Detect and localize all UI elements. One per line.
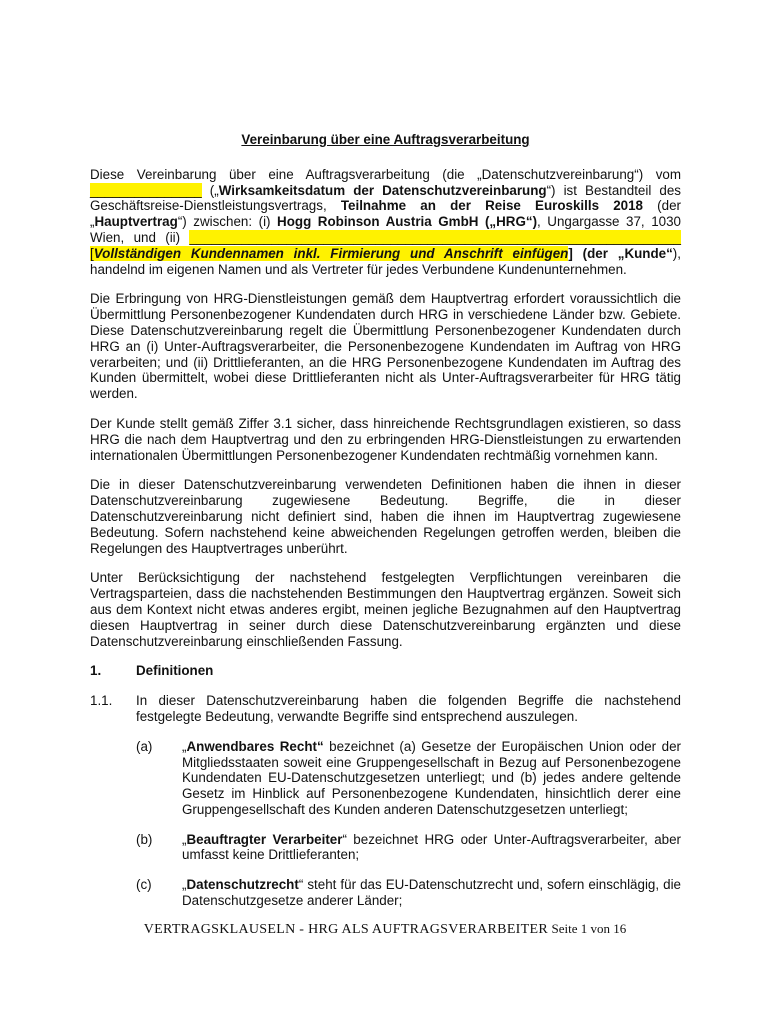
intro-text: “) zwischen: (i) — [177, 214, 278, 230]
document-title: Vereinbarung über eine Auftragsverarbeitung — [241, 132, 530, 147]
definition-body: “ bezeichnet HRG oder Unter-Auftragsverarbeiter, aber umfasst keine Drittlieferanten; — [182, 831, 682, 863]
intro-text: („ — [201, 182, 219, 198]
definition-label: (c) — [136, 877, 152, 893]
section-title: Definitionen — [136, 663, 214, 679]
body-paragraph: Der Kunde stellt gemäß Ziffer 3.1 sicher, dass hinreichende Rechtsgrundlagen existieren, so dass HRG die nach dem Hauptvertrag und den zu erbringenden HRG-Dienstleistungen zu erwartenden internationalen Übermittlungen Personenbezogener Kundendaten rechtmäßig vornehmen kann. — [90, 415, 681, 463]
customer-placeholder: Vollständigen Kundennamen inkl. Firmierung und Anschrift einfügen — [93, 245, 569, 261]
definition-body: bezeichnet (a) Gesetze der Europäischen Union oder der Mitgliedsstaaten soweit eine Gruppengesellschaft in Bezug auf Personenbezogene Kundendaten EU-Datenschutzgesetzen unterliegt; und (b) jedes andere geltende Gesetz im Hinblick auf Personenbezogene Kundendaten, hinsichtlich derer eine Gruppengesellschaft des Kunden anderen Datenschutzgesetzen unterliegt; — [182, 738, 681, 817]
date-blank: _______________ — [90, 182, 202, 198]
customer-term: Kunde“ — [624, 245, 673, 261]
body-paragraph: Unter Berücksichtigung der nachstehend festgelegten Verpflichtungen vereinbaren die Vertragsparteien, dass die nachstehenden Bestimmungen den Hauptvertrag ergänzen. Soweit sich aus dem Kontext nicht etwas anderes ergibt, meinen jegliche Bezugnahmen auf den Hauptvertrag diesen Hauptvertrag in seiner durch diese Datenschutzvereinbarung ergänzten und diese Datenschutzvereinbarung einschließenden Fassung. — [90, 570, 681, 649]
intro-text: ), handelnd im eigenen Namen und als Vertreter für jedes Verbundene Kundenunternehmen. — [90, 245, 681, 277]
body-paragraph: Die in dieser Datenschutzvereinbarung verwendeten Definitionen haben die ihnen in dieser Datenschutzvereinbarung zugewiesene Bedeutung. Begriffe, die in dieser Datenschutzvereinbarung nicht definiert sind, haben die ihnen im Hauptvertrag zugewiesene Bedeutung. Sofern nachstehend keine abweichenden Regelungen getroffen werden, bleiben die Regelungen des Hauptvertrages unberührt. — [90, 477, 681, 556]
definition-item — [136, 877, 681, 909]
quote-mark: „ — [182, 877, 187, 893]
intro-text: “) ist Bestandteil des Geschäftsreise-Dienstleistungsvertrags, — [90, 182, 681, 214]
intro-text: (der „ — [90, 198, 681, 230]
definition-item — [136, 739, 681, 818]
subsection-number: 1.1. — [90, 693, 113, 709]
body-paragraph: Die Erbringung von HRG-Dienstleistungen gemäß dem Hauptvertrag erfordert voraussichtlich die Übermittlung Personenbezogener Kundendaten durch HRG in verschiedene Länder bzw. Gebiete. Diese Datenschutzvereinbarung regelt die Übermittlung Personenbezogener Kundendaten durch HRG an (i) Unter-Auftragsverarbeiter, die Personenbezogene Kundendaten im Auftrag von HRG verarbeiten; und (ii) Drittlieferanten, an die HRG Personenbezogene Kundendaten im Auftrag des Kunden übermittelt, wobei diese Drittlieferanten nicht als Unter-Auftragsverarbeiter für HRG tätig werden. — [90, 291, 681, 402]
contract-name: Teilnahme an der Reise Euroskills 2018 — [340, 198, 643, 214]
definition-body: “ steht für das EU-Datenschutzrecht und, sofern einschlägig, die Datenschutzgesetze anderer Länder; — [182, 877, 681, 909]
intro-paragraph — [90, 167, 681, 278]
section-heading — [90, 663, 681, 679]
defined-term: Beauftragter Verarbeiter — [186, 831, 343, 847]
bracket-close: ] (der „ — [568, 245, 625, 261]
quote-mark: „ — [182, 831, 187, 847]
intro-text: Diese Vereinbarung über eine Auftragsverarbeitung (die „Datenschutzvereinbarung“) vom — [90, 166, 681, 182]
section-number: 1. — [90, 663, 102, 679]
quote-mark: „ — [182, 738, 187, 754]
hrg-party: Hogg Robinson Austria GmbH („HRG“) — [277, 214, 538, 230]
customer-blank: __________________________________________________________________ — [189, 229, 681, 245]
definition-text — [182, 832, 681, 864]
subsection-text: In dieser Datenschutzvereinbarung haben die folgenden Begriffe die nachstehend festgelegte Bedeutung, verwandte Begriffe sind entsprechend auszulegen. — [136, 693, 681, 724]
definition-text — [182, 739, 681, 818]
page-number: Seite 1 von 16 — [551, 921, 627, 936]
defined-term: Datenschutzrecht — [186, 877, 299, 893]
defined-term: Anwendbares Recht“ — [186, 738, 324, 754]
definition-item — [136, 832, 681, 864]
page-footer — [0, 921, 770, 938]
definition-label: (b) — [136, 831, 153, 847]
intro-text: , Ungargasse 37, 1030 Wien, und (ii) — [90, 214, 681, 245]
subsection — [90, 693, 681, 725]
definition-label: (a) — [136, 738, 153, 754]
bracket-open: [ — [90, 245, 94, 261]
footer-label: VERTRAGSKLAUSELN - HRG ALS AUFTRAGSVERARBEITER — [143, 922, 548, 937]
document-body — [90, 132, 681, 923]
definition-text — [182, 877, 681, 909]
effective-date-term: Wirksamkeitsdatum der Datenschutzvereinbarung — [218, 182, 547, 198]
main-contract-term: Hauptvertrag — [94, 214, 178, 230]
